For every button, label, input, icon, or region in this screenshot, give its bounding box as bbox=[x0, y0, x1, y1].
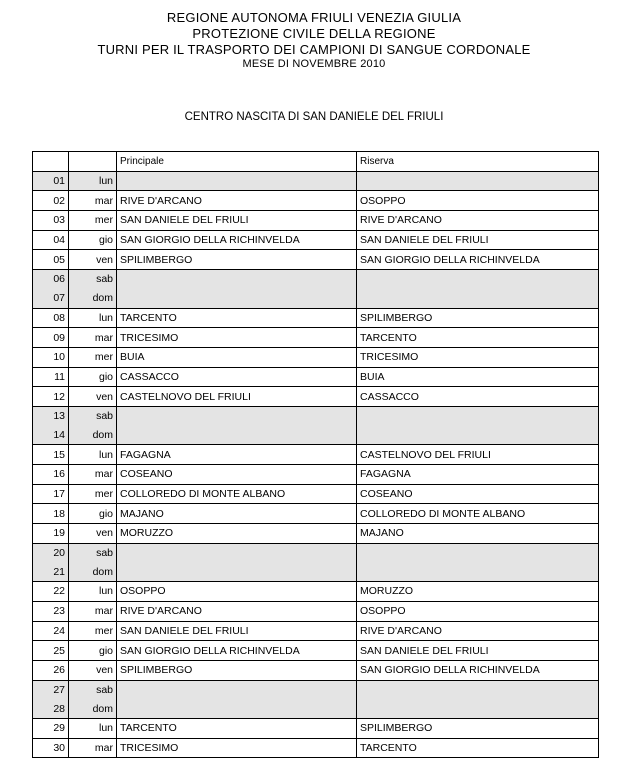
riserva-cell: BUIA bbox=[357, 367, 599, 387]
riserva-cell: OSOPPO bbox=[357, 191, 599, 211]
day-number-cell: 21 bbox=[33, 562, 69, 581]
day-number-cell: 03 bbox=[33, 211, 69, 231]
day-number-cell: 11 bbox=[33, 367, 69, 387]
principale-cell: MAJANO bbox=[117, 504, 357, 524]
table-row bbox=[33, 484, 599, 504]
weekday-cell: lun bbox=[69, 445, 117, 465]
table-row bbox=[33, 562, 599, 581]
table-row bbox=[33, 582, 599, 602]
riserva-cell: SAN GIORGIO DELLA RICHINVELDA bbox=[357, 250, 599, 270]
riserva-cell: CASTELNOVO DEL FRIULI bbox=[357, 445, 599, 465]
weekday-cell: gio bbox=[69, 367, 117, 387]
table-header-row bbox=[33, 152, 599, 172]
weekday-cell: ven bbox=[69, 387, 117, 407]
principale-cell: COSEANO bbox=[117, 465, 357, 485]
principale-cell: CASTELNOVO DEL FRIULI bbox=[117, 387, 357, 407]
table-row bbox=[33, 250, 599, 270]
principale-cell: SPILIMBERGO bbox=[117, 250, 357, 270]
principale-cell bbox=[117, 270, 357, 289]
weekday-cell: lun bbox=[69, 308, 117, 328]
day-number-cell: 17 bbox=[33, 484, 69, 504]
riserva-cell: MAJANO bbox=[357, 524, 599, 544]
table-row bbox=[33, 387, 599, 407]
principale-cell: SAN GIORGIO DELLA RICHINVELDA bbox=[117, 641, 357, 661]
weekday-cell: dom bbox=[69, 562, 117, 581]
day-number-cell: 29 bbox=[33, 718, 69, 738]
region-title: REGIONE AUTONOMA FRIULI VENEZIA GIULIA bbox=[166, 10, 462, 25]
day-number-cell: 20 bbox=[33, 543, 69, 562]
riserva-cell: RIVE D'ARCANO bbox=[357, 211, 599, 231]
weekday-cell: mer bbox=[69, 211, 117, 231]
principale-cell: COLLOREDO DI MONTE ALBANO bbox=[117, 484, 357, 504]
riserva-cell bbox=[357, 426, 599, 445]
table-row bbox=[33, 211, 599, 231]
month-title: MESE DI NOVEMBRE 2010 bbox=[242, 58, 386, 70]
table-row bbox=[33, 426, 599, 445]
day-number-cell: 27 bbox=[33, 680, 69, 699]
day-number-cell: 02 bbox=[33, 191, 69, 211]
table-row bbox=[33, 445, 599, 465]
weekday-cell: mer bbox=[69, 621, 117, 641]
day-number-cell: 28 bbox=[33, 699, 69, 718]
riserva-cell: RIVE D'ARCANO bbox=[357, 621, 599, 641]
principale-cell bbox=[117, 543, 357, 562]
principale-cell: MORUZZO bbox=[117, 524, 357, 544]
weekday-cell: sab bbox=[69, 680, 117, 699]
weekday-cell: lun bbox=[69, 171, 117, 191]
weekday-cell: mar bbox=[69, 465, 117, 485]
day-number-cell: 22 bbox=[33, 582, 69, 602]
shift-table bbox=[32, 151, 599, 758]
weekday-cell: lun bbox=[69, 718, 117, 738]
weekday-cell: dom bbox=[69, 289, 117, 308]
riserva-cell: SAN DANIELE DEL FRIULI bbox=[357, 230, 599, 250]
day-number-cell: 30 bbox=[33, 738, 69, 758]
weekday-cell: sab bbox=[69, 543, 117, 562]
table-row bbox=[33, 524, 599, 544]
table-row bbox=[33, 680, 599, 699]
table-row bbox=[33, 621, 599, 641]
schedule-title: TURNI PER IL TRASPORTO DEI CAMPIONI DI SANGUE CORDONALE bbox=[97, 42, 531, 57]
table-row bbox=[33, 289, 599, 308]
day-number-cell: 16 bbox=[33, 465, 69, 485]
principale-cell: TARCENTO bbox=[117, 308, 357, 328]
table-body bbox=[33, 171, 599, 758]
day-number-cell: 01 bbox=[33, 171, 69, 191]
riserva-cell: SPILIMBERGO bbox=[357, 718, 599, 738]
weekday-cell: gio bbox=[69, 230, 117, 250]
day-number-cell: 12 bbox=[33, 387, 69, 407]
riserva-cell bbox=[357, 562, 599, 581]
header-day-number bbox=[33, 152, 69, 172]
table-row bbox=[33, 718, 599, 738]
weekday-cell: sab bbox=[69, 406, 117, 425]
day-number-cell: 08 bbox=[33, 308, 69, 328]
riserva-cell bbox=[357, 406, 599, 425]
weekday-cell: ven bbox=[69, 660, 117, 680]
principale-cell bbox=[117, 680, 357, 699]
table-row bbox=[33, 699, 599, 718]
weekday-cell: lun bbox=[69, 582, 117, 602]
principale-cell: SPILIMBERGO bbox=[117, 660, 357, 680]
principale-cell bbox=[117, 406, 357, 425]
header-riserva: Riserva bbox=[357, 152, 599, 172]
weekday-cell: mar bbox=[69, 328, 117, 348]
header-principale: Principale bbox=[117, 152, 357, 172]
birth-center-title: CENTRO NASCITA DI SAN DANIELE DEL FRIULI bbox=[184, 111, 444, 123]
day-number-cell: 15 bbox=[33, 445, 69, 465]
table-row bbox=[33, 347, 599, 367]
table-row bbox=[33, 270, 599, 289]
principale-cell: CASSACCO bbox=[117, 367, 357, 387]
weekday-cell: mer bbox=[69, 347, 117, 367]
weekday-cell: dom bbox=[69, 699, 117, 718]
principale-cell: TARCENTO bbox=[117, 718, 357, 738]
riserva-cell: TARCENTO bbox=[357, 738, 599, 758]
riserva-cell bbox=[357, 289, 599, 308]
principale-cell bbox=[117, 426, 357, 445]
table-row bbox=[33, 367, 599, 387]
principale-cell bbox=[117, 289, 357, 308]
principale-cell: SAN DANIELE DEL FRIULI bbox=[117, 211, 357, 231]
principale-cell: BUIA bbox=[117, 347, 357, 367]
table-row bbox=[33, 406, 599, 425]
riserva-cell bbox=[357, 270, 599, 289]
principale-cell bbox=[117, 171, 357, 191]
table-row bbox=[33, 641, 599, 661]
table-row bbox=[33, 738, 599, 758]
weekday-cell: mar bbox=[69, 738, 117, 758]
table-row bbox=[33, 308, 599, 328]
day-number-cell: 06 bbox=[33, 270, 69, 289]
weekday-cell: sab bbox=[69, 270, 117, 289]
riserva-cell bbox=[357, 543, 599, 562]
riserva-cell: MORUZZO bbox=[357, 582, 599, 602]
table-row bbox=[33, 543, 599, 562]
weekday-cell: dom bbox=[69, 426, 117, 445]
principale-cell: OSOPPO bbox=[117, 582, 357, 602]
riserva-cell: SAN DANIELE DEL FRIULI bbox=[357, 641, 599, 661]
civil-protection-title: PROTEZIONE CIVILE DELLA REGIONE bbox=[192, 26, 436, 41]
day-number-cell: 05 bbox=[33, 250, 69, 270]
riserva-cell: SPILIMBERGO bbox=[357, 308, 599, 328]
riserva-cell: CASSACCO bbox=[357, 387, 599, 407]
riserva-cell bbox=[357, 171, 599, 191]
day-number-cell: 18 bbox=[33, 504, 69, 524]
weekday-cell: ven bbox=[69, 524, 117, 544]
riserva-cell: COLLOREDO DI MONTE ALBANO bbox=[357, 504, 599, 524]
day-number-cell: 14 bbox=[33, 426, 69, 445]
principale-cell: TRICESIMO bbox=[117, 328, 357, 348]
document-header bbox=[0, 10, 628, 71]
principale-cell: TRICESIMO bbox=[117, 738, 357, 758]
day-number-cell: 19 bbox=[33, 524, 69, 544]
riserva-cell: TARCENTO bbox=[357, 328, 599, 348]
riserva-cell: COSEANO bbox=[357, 484, 599, 504]
day-number-cell: 24 bbox=[33, 621, 69, 641]
riserva-cell: SAN GIORGIO DELLA RICHINVELDA bbox=[357, 660, 599, 680]
table-row bbox=[33, 660, 599, 680]
day-number-cell: 13 bbox=[33, 406, 69, 425]
table-row bbox=[33, 171, 599, 191]
table-row bbox=[33, 504, 599, 524]
day-number-cell: 23 bbox=[33, 601, 69, 621]
weekday-cell: ven bbox=[69, 250, 117, 270]
riserva-cell bbox=[357, 680, 599, 699]
day-number-cell: 07 bbox=[33, 289, 69, 308]
riserva-cell: TRICESIMO bbox=[357, 347, 599, 367]
riserva-cell: FAGAGNA bbox=[357, 465, 599, 485]
day-number-cell: 26 bbox=[33, 660, 69, 680]
day-number-cell: 10 bbox=[33, 347, 69, 367]
day-number-cell: 25 bbox=[33, 641, 69, 661]
principale-cell: RIVE D'ARCANO bbox=[117, 191, 357, 211]
table-row bbox=[33, 230, 599, 250]
table-row bbox=[33, 191, 599, 211]
header-weekday bbox=[69, 152, 117, 172]
table-row bbox=[33, 465, 599, 485]
principale-cell: FAGAGNA bbox=[117, 445, 357, 465]
riserva-cell: OSOPPO bbox=[357, 601, 599, 621]
principale-cell: RIVE D'ARCANO bbox=[117, 601, 357, 621]
weekday-cell: mer bbox=[69, 484, 117, 504]
principale-cell: SAN GIORGIO DELLA RICHINVELDA bbox=[117, 230, 357, 250]
weekday-cell: gio bbox=[69, 504, 117, 524]
principale-cell bbox=[117, 699, 357, 718]
table-row bbox=[33, 601, 599, 621]
day-number-cell: 09 bbox=[33, 328, 69, 348]
weekday-cell: mar bbox=[69, 601, 117, 621]
weekday-cell: mar bbox=[69, 191, 117, 211]
table-row bbox=[33, 328, 599, 348]
principale-cell: SAN DANIELE DEL FRIULI bbox=[117, 621, 357, 641]
weekday-cell: gio bbox=[69, 641, 117, 661]
riserva-cell bbox=[357, 699, 599, 718]
day-number-cell: 04 bbox=[33, 230, 69, 250]
principale-cell bbox=[117, 562, 357, 581]
